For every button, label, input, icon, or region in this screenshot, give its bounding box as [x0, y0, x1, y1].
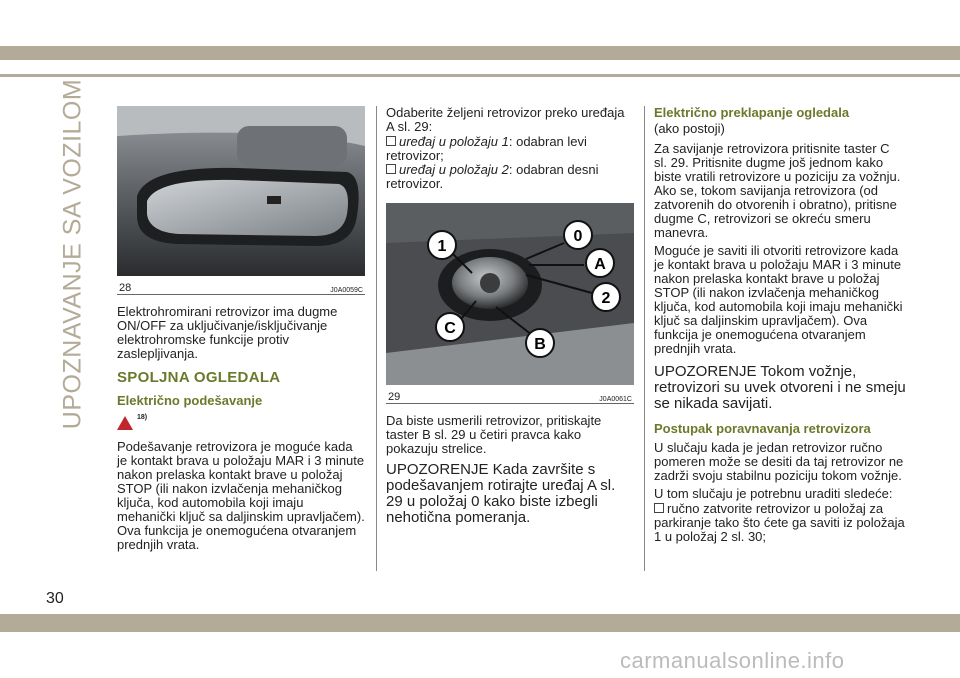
- callout-1: 1: [437, 238, 447, 255]
- warning-reference[interactable]: [117, 414, 365, 434]
- figure-code: J0A0061C: [599, 396, 632, 403]
- list-item: uređaj u položaju 1: odabran levi retrovizor;: [386, 134, 587, 163]
- callout-0: 0: [573, 228, 583, 245]
- column-3: [654, 106, 906, 544]
- figure-number: 29: [388, 391, 401, 403]
- bullet-box-icon: [386, 136, 396, 146]
- figure-code: J0A0059C: [330, 287, 363, 294]
- paragraph: Elektrohromirani retrovizor ima dugme ON/OFF za uključivanje/isključivanje elektrohromske funkcije protiv zaslepljivanja.: [117, 304, 338, 361]
- column-divider: [376, 106, 377, 571]
- figure-28-caption: [117, 276, 365, 295]
- paragraph: U slučaju kada je jedan retrovizor ručno pomeren može se desiti da taj retrovizor ne zadrži svoju stabilnu poziciju tokom vožnje.: [654, 440, 904, 483]
- list-item: uređaj u položaju 2: odabran desni retrovizor.: [386, 162, 599, 191]
- top-rule: [0, 74, 960, 77]
- warning-note: UPOZORENJE Kada završite s podešavanjem rotirajte uređaj A sl. 29 u položaj 0 kako biste izbegli nehotična pomeranja.: [386, 461, 616, 526]
- paragraph: Odaberite željeni retrovizor preko uređaja A sl. 29:: [386, 105, 625, 134]
- column-2: [386, 106, 634, 536]
- column-divider: [644, 106, 645, 571]
- callout-C: C: [444, 320, 456, 337]
- paragraph: Za savijanje retrovizora pritisnite taster C sl. 29. Pritisnite dugme još jednom kako biste vratili retrovizore u poziciju za vožnju. Ako se, tokom savijanja retrovizora (od zatvorenih do otvorenih i obratno), pritisne dugme C, retrovizori se okreću smeru manevra.: [654, 141, 901, 240]
- mirror-control-illustration: [386, 203, 634, 385]
- figure-number: 28: [119, 282, 132, 294]
- callout-A: A: [594, 256, 606, 273]
- warning-triangle-icon: [117, 416, 133, 430]
- subheading-note: (ako postoji): [654, 121, 725, 136]
- paragraph: Podešavanje retrovizora je moguće kada je kontakt brava u položaju MAR i 3 minute nakon prelaska kontakt brave u položaj STOP (ili nakon izvlačenja mehaničkog ključa, kod automobila koji imaju mehanički ključ sa daljinskim upravljačem). Ova funkcija je onemogućena otvaranjem prednjih vrata.: [117, 439, 365, 552]
- list-item: ručno zatvorite retrovizor u položaj za parkiranje tako što ćete ga saviti iz položaja 1 u položaj 2 sl. 30;: [654, 501, 905, 544]
- subsection-heading: Postupak poravnavanja retrovizora: [654, 421, 871, 436]
- figure-28-photo: [117, 106, 365, 276]
- paragraph: Da biste usmerili retrovizor, pritiskajte taster B sl. 29 u četiri pravca kako pokazuju strelice.: [386, 413, 602, 456]
- callout-B: B: [534, 336, 546, 353]
- subsection-heading: Električno preklapanje ogledala: [654, 105, 850, 120]
- figure-29-caption: [386, 385, 634, 404]
- rearview-mirror-illustration: [117, 106, 365, 276]
- bullet-box-icon: [386, 164, 396, 174]
- figure-29-photo: [386, 203, 634, 385]
- watermark: carmanualsonline.info: [620, 648, 845, 673]
- warning-note: UPOZORENJE Tokom vožnje, retrovizori su uvek otvoreni i ne smeju se nikada savijati.: [654, 363, 906, 412]
- warning-reference-number: 18): [137, 414, 148, 421]
- column-1: [117, 106, 365, 556]
- top-band: [0, 46, 960, 60]
- paragraph: U tom slučaju je potrebnu uraditi sledeće:: [654, 486, 893, 501]
- callout-2: 2: [601, 290, 611, 307]
- section-heading: SPOLJNA OGLEDALA: [117, 369, 281, 386]
- section-side-title: UPOZNAVANJE SA VOZILOM: [58, 78, 87, 430]
- page-number: 30: [46, 590, 64, 607]
- bottom-band: [0, 614, 960, 632]
- subsection-heading: Električno podešavanje: [117, 393, 263, 408]
- paragraph: Moguće je saviti ili otvoriti retrovizore kada je kontakt brava u položaju MAR i 3 minute nakon prelaska kontakt brave u položaj STOP (ili nakon izvlačenja mehaničkog ključa, kod automobila koji imaju mehanički ključ sa daljinskim upravljačem). Ova funkcija je onemogućena otvaranjem prednjih vrata.: [654, 243, 903, 356]
- bullet-box-icon: [654, 503, 664, 513]
